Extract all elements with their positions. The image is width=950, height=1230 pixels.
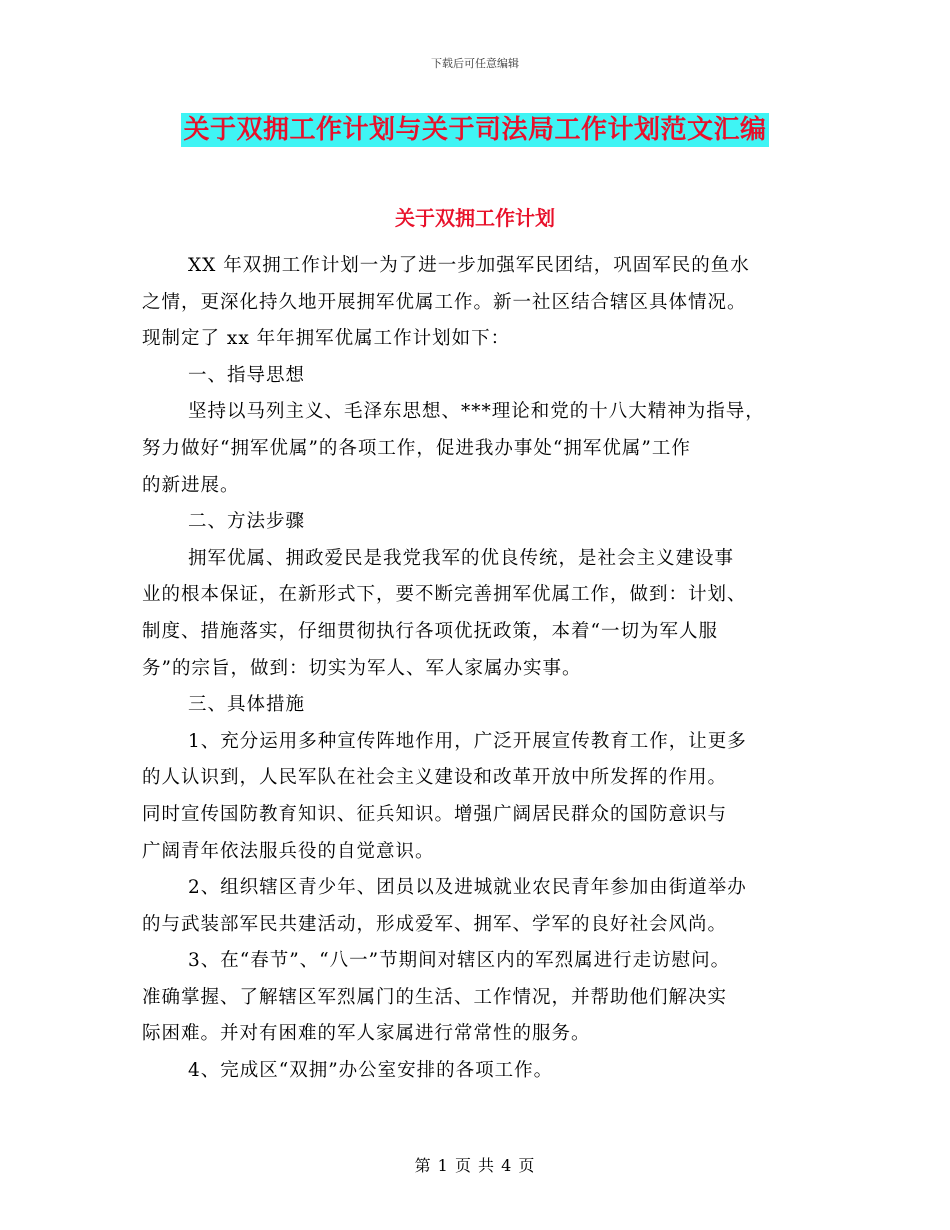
body-line: 广阔青年依法服兵役的自觉意识。 bbox=[142, 840, 435, 862]
body-line: 际困难。并对有困难的军人家属进行常常性的服务。 bbox=[142, 1023, 591, 1045]
section-heading: 三、具体措施 bbox=[188, 694, 306, 716]
document-body bbox=[142, 248, 822, 1090]
page-footer: 第 1 页 共 4 页 bbox=[414, 1156, 536, 1175]
body-line: 业的根本保证，在新形式下，要不断完善拥军优属工作，做到：计划、 bbox=[142, 584, 747, 606]
body-line: 1、充分运用多种宣传阵地作用，广泛开展宣传教育工作，让更多 bbox=[188, 730, 747, 752]
body-line: 同时宣传国防教育知识、征兵知识。增强广阔居民群众的国防意识与 bbox=[142, 803, 728, 825]
body-line: 的新进展。 bbox=[142, 474, 240, 496]
body-line: 务”的宗旨，做到：切实为军人、军人家属办实事。 bbox=[142, 657, 582, 679]
document-title bbox=[0, 113, 950, 147]
section-heading: 二、方法步骤 bbox=[188, 511, 306, 533]
section-heading: 一、指导思想 bbox=[188, 364, 306, 386]
document-title-text: 关于双拥工作计划与关于司法局工作计划范文汇编 bbox=[183, 115, 767, 145]
body-line: 2、组织辖区青少年、团员以及进城就业农民青年参加由街道举办 bbox=[188, 877, 747, 899]
body-line: XX 年双拥工作计划一为了进一步加强军民团结，巩固军民的鱼水 bbox=[188, 255, 750, 276]
body-line: 准确掌握、了解辖区军烈属门的生活、工作情况，并帮助他们解决实 bbox=[142, 986, 728, 1008]
body-line: 努力做好“拥军优属”的各项工作，促进我办事处“拥军优属”工作 bbox=[142, 437, 691, 459]
body-line: 之情，更深化持久地开展拥军优属工作。新一社区结合辖区具体情况。 bbox=[142, 291, 747, 313]
body-line: 现制定了 xx 年年拥军优属工作计划如下： bbox=[142, 328, 511, 350]
body-line: 坚持以马列主义、毛泽东思想、***理论和党的十八大精神为指导， bbox=[188, 401, 765, 423]
header-note: 下载后可任意编辑 bbox=[431, 57, 519, 70]
body-line: 3、在“春节”、“八一”节期间对辖区内的军烈属进行走访慰问。 bbox=[188, 950, 731, 972]
body-line: 4、完成区“双拥”办公室安排的各项工作。 bbox=[188, 1060, 554, 1082]
section-title: 关于双拥工作计划 bbox=[395, 206, 555, 230]
body-line: 制度、措施落实，仔细贯彻执行各项优抚政策，本着“一切为军人服 bbox=[142, 620, 718, 642]
body-line: 的人认识到，人民军队在社会主义建设和改革开放中所发挥的作用。 bbox=[142, 767, 728, 789]
body-line: 拥军优属、拥政爱民是我党我军的优良传统，是社会主义建设事 bbox=[188, 547, 735, 569]
body-line: 的与武装部军民共建活动，形成爱军、拥军、学军的良好社会风尚。 bbox=[142, 913, 728, 935]
